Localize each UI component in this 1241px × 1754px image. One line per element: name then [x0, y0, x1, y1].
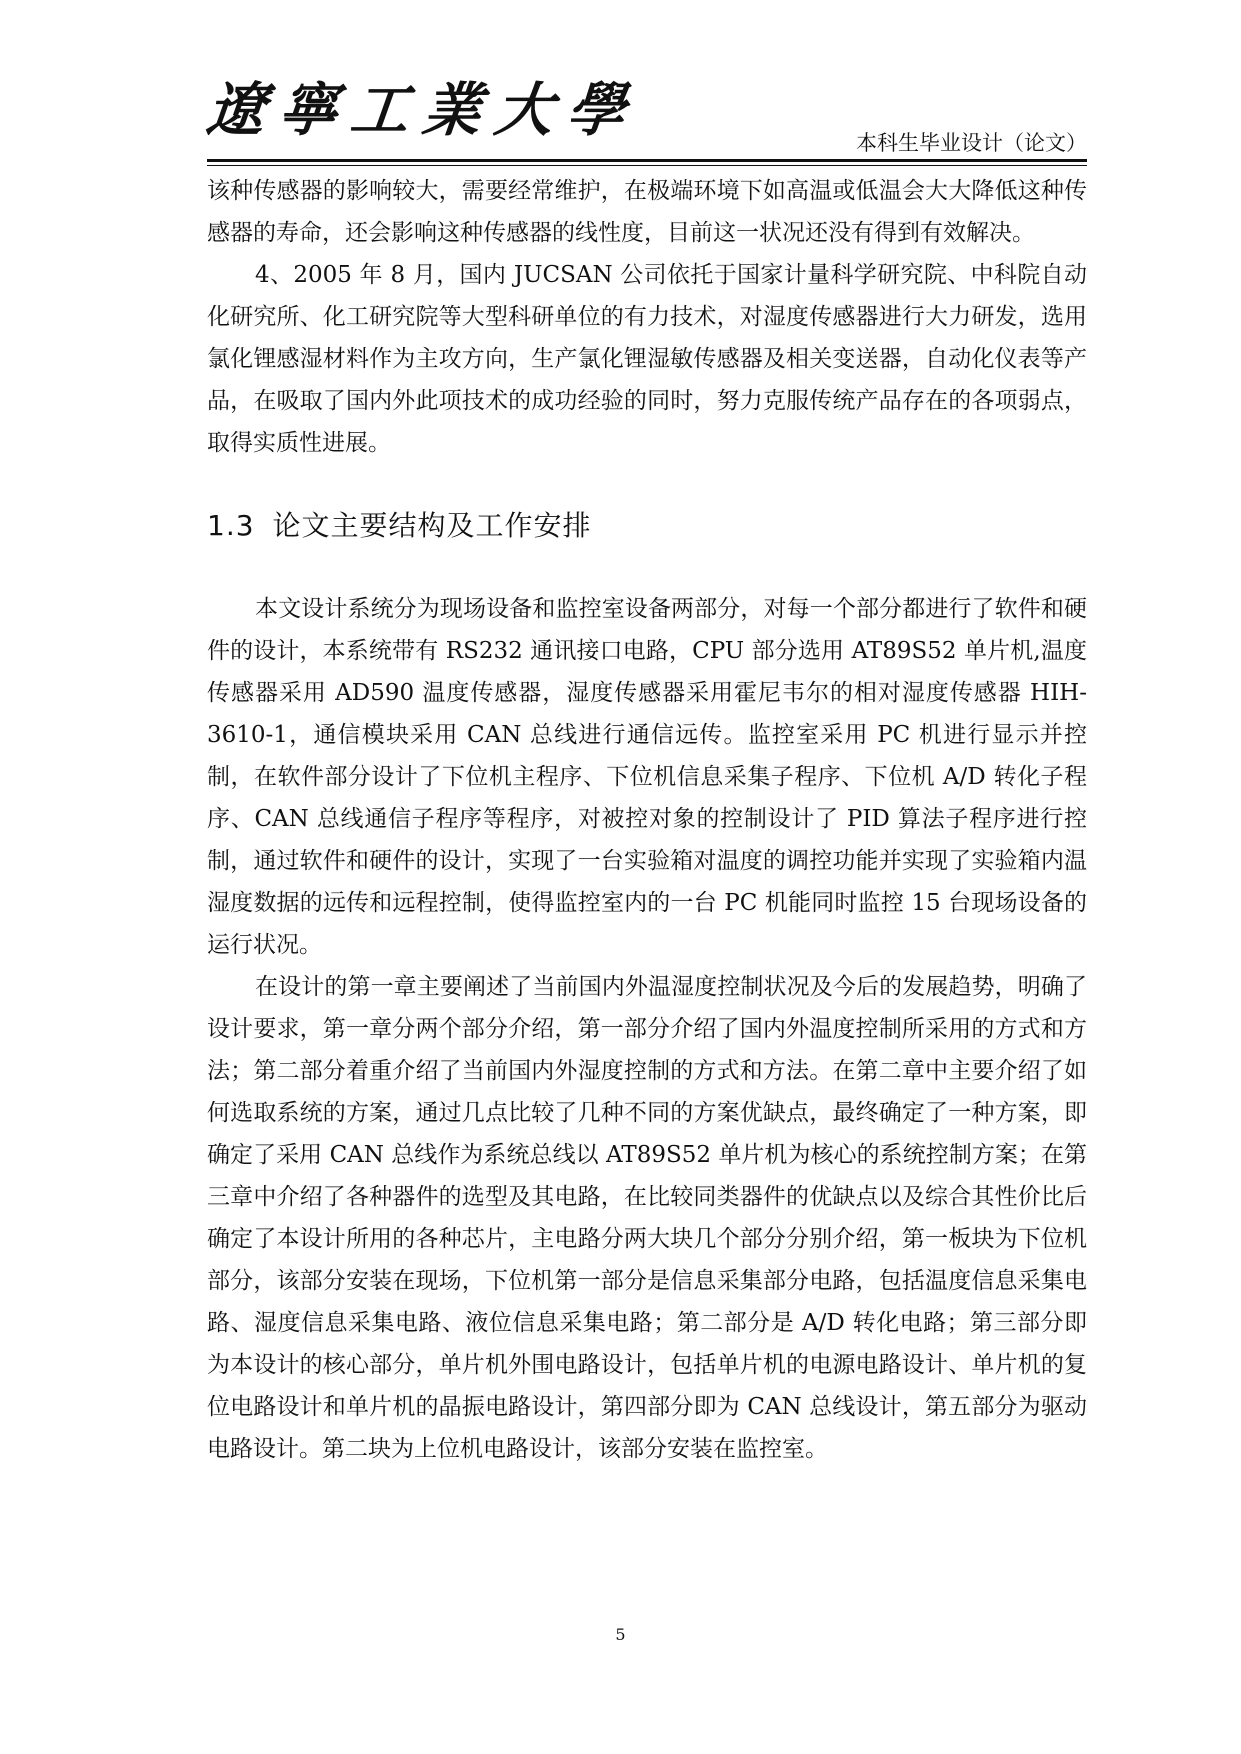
university-logo: 遼寧工業大學	[203, 76, 643, 144]
page-body	[207, 170, 1087, 1470]
body-paragraph: 本文设计系统分为现场设备和监控室设备两部分，对每一个部分都进行了软件和硬件的设计，本系统带有 RS232 通讯接口电路，CPU 部分选用 AT89S52 单片机,温度传感器采用 AD590 温度传感器，湿度传感器采用霍尼韦尔的相对湿度传感器 HIH-3610-1，通信模块采用 CAN 总线进行通信远传。监控室采用 PC 机进行显示并控制，在软件部分设计了下位机主程序、下位机信息采集子程序、下位机 A/D 转化子程序、CAN 总线通信子程序等程序，对被控对象的控制设计了 PID 算法子程序进行控制，通过软件和硬件的设计，实现了一台实验箱对温度的调控功能并实现了实验箱内温湿度数据的远传和远程控制，使得监控室内的一台 PC 机能同时监控 15 台现场设备的运行状况。	[207, 596, 1087, 958]
body-paragraph: 该种传感器的影响较大，需要经常维护，在极端环境下如高温或低温会大大降低这种传感器的寿命，还会影响这种传感器的线性度，目前这一状况还没有得到有效解决。	[207, 178, 1087, 246]
body-paragraph: 在设计的第一章主要阐述了当前国内外温湿度控制状况及今后的发展趋势，明确了设计要求，第一章分两个部分介绍，第一部分介绍了国内外温度控制所采用的方式和方法；第二部分着重介绍了当前国内外湿度控制的方式和方法。在第二章中主要介绍了如何选取系统的方案，通过几点比较了几种不同的方案优缺点，最终确定了一种方案，即确定了采用 CAN 总线作为系统总线以 AT89S52 单片机为核心的系统控制方案；在第三章中介绍了各种器件的选型及其电路，在比较同类器件的优缺点以及综合其性价比后确定了本设计所用的各种芯片，主电路分两大块几个部分分别介绍，第一板块为下位机部分，该部分安装在现场，下位机第一部分是信息采集部分电路，包括温度信息采集电路、湿度信息采集电路、液位信息采集电路；第二部分是 A/D 转化电路；第三部分即为本设计的核心部分，单片机外围电路设计，包括单片机的电源电路设计、单片机的复位电路设计和单片机的晶振电路设计，第四部分即为 CAN 总线设计，第五部分为驱动电路设计。第二块为上位机电路设计，该部分安装在监控室。	[207, 974, 1087, 1462]
document-type-label: 本科生毕业设计（论文）	[856, 131, 1087, 155]
header-rule-thick	[207, 159, 1087, 162]
section-title: 论文主要结构及工作安排	[272, 509, 592, 542]
section-number: 1.3	[207, 509, 255, 542]
body-paragraph: 4、2005 年 8 月，国内 JUCSAN 公司依托于国家计量科学研究院、中科院自动化研究所、化工研究院等大型科研单位的有力技术，对湿度传感器进行大力研发，选用氯化锂感湿材料作为主攻方向，生产氯化锂湿敏传感器及相关变送器，自动化仪表等产品，在吸取了国内外此项技术的成功经验的同时，努力克服传统产品存在的各项弱点，取得实质性进展。	[207, 262, 1087, 456]
section-heading	[207, 508, 1087, 544]
page-header	[203, 76, 1087, 158]
header-rule-thin	[207, 165, 1087, 166]
page-number: 5	[615, 1625, 626, 1644]
